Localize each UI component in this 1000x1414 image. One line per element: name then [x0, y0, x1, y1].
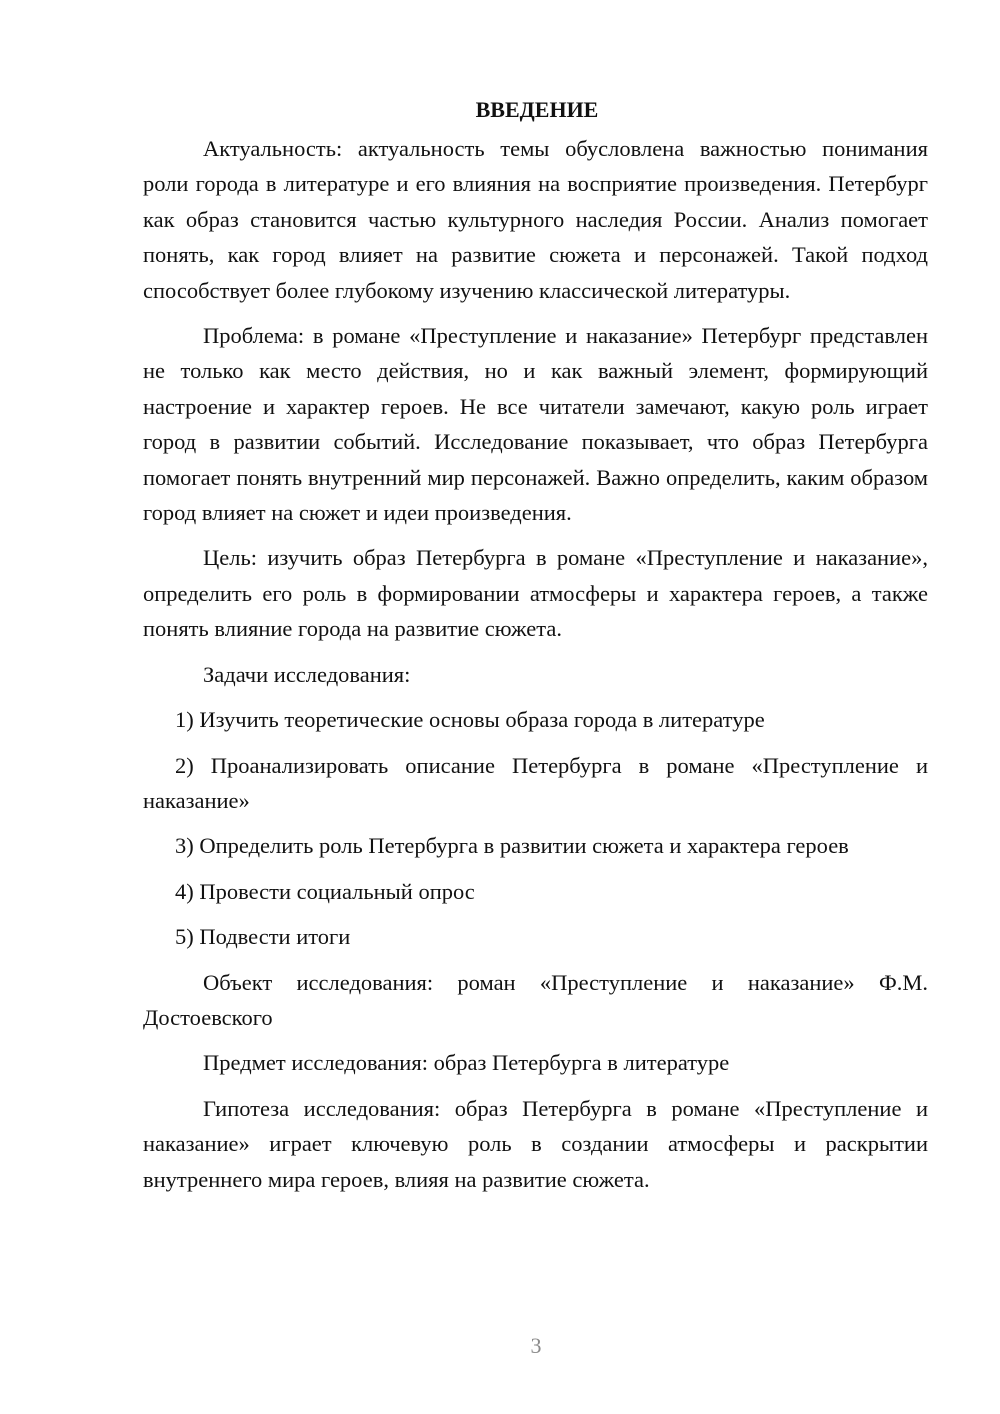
section-heading: ВВЕДЕНИЕ [475, 97, 599, 122]
page-number: 3 [530, 1333, 542, 1358]
page-content [143, 92, 928, 1207]
paragraph-subject: Предмет исследования: образ Петербурга в литературе [203, 1050, 730, 1076]
tasks-label: Задачи исследования: [203, 661, 411, 687]
task-item-2: 2) Проанализировать описание Петербурга в романе «Преступление и наказание» [143, 752, 928, 813]
task-item-1: 1) Изучить теоретические основы образа города в литературе [175, 707, 765, 733]
paragraph-relevance: Актуальность: актуальность темы обусловлена важностью понимания роли города в литературе и его влияния на восприятие произведения. Петербург как образ становится частью культурного наследия России. Анализ помогает понять, как город влияет на развитие сюжета и персонажей. Такой подход способствует более глубокому изучению классической литературы. [143, 136, 928, 303]
task-item-3: 3) Определить роль Петербурга в развитии сюжета и характера героев [175, 833, 849, 859]
paragraph-goal: Цель: изучить образ Петербурга в романе «Преступление и наказание», определить его роль в формировании атмосферы и характера героев, а также понять влияние города на развитие сюжета. [143, 545, 928, 642]
task-item-5: 5) Подвести итоги [175, 924, 351, 950]
paragraph-hypothesis: Гипотеза исследования: образ Петербурга в романе «Преступление и наказание» играет ключевую роль в создании атмосферы и раскрытии внутреннего мира героев, влияя на развитие сюжета. [143, 1095, 928, 1192]
paragraph-object: Объект исследования: роман «Преступление и наказание» Ф.М. Достоевского [143, 969, 928, 1030]
task-item-4: 4) Провести социальный опрос [175, 878, 475, 904]
paragraph-problem: Проблема: в романе «Преступление и наказание» Петербург представлен не только как место действия, но и как важный элемент, формирующий настроение и характер героев. Не все читатели замечают, какую роль играет город в развитии событий. Исследование показывает, что образ Петербурга помогает понять внутренний мир персонажей. Важно определить, каким образом город влияет на сюжет и идеи произведения. [143, 323, 928, 526]
